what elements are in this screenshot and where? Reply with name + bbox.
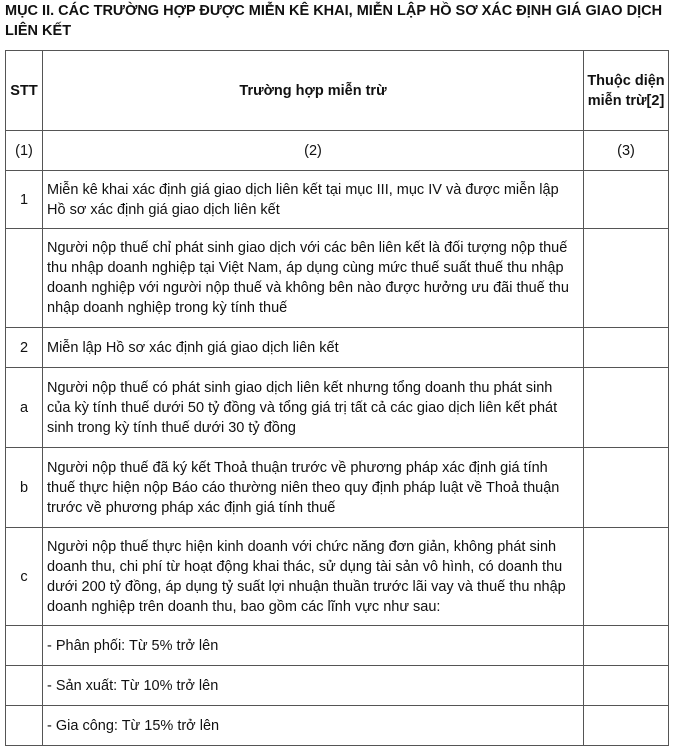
exempt-cell [584,706,669,746]
table-row [6,666,669,706]
case-cell: - Phân phối: Từ 5% trở lên [43,626,584,666]
header-exempt: Thuộc diện miễn trừ[2] [584,51,669,131]
stt-cell: 1 [6,171,43,229]
numbering-row [6,131,669,171]
table-header-row [6,51,669,131]
stt-cell [6,626,43,666]
header-stt: STT [6,51,43,131]
exempt-cell [584,171,669,229]
case-cell: Miễn kê khai xác định giá giao dịch liên kết tại mục III, mục IV và được miễn lập Hồ sơ xác định giá giao dịch liên kết [43,171,584,229]
section-heading: MỤC II. CÁC TRƯỜNG HỢP ĐƯỢC MIỄN KÊ KHAI, MIỄN LẬP HỒ SƠ XÁC ĐỊNH GIÁ GIAO DỊCH LIÊN KẾT [5,3,663,39]
exempt-cell [584,626,669,666]
stt-cell: 2 [6,328,43,368]
exemption-table [5,50,669,746]
stt-cell [6,229,43,328]
stt-cell: c [6,528,43,626]
case-cell: Miễn lập Hồ sơ xác định giá giao dịch liên kết [43,328,584,368]
exempt-cell [584,528,669,626]
case-cell: - Gia công: Từ 15% trở lên [43,706,584,746]
table-row [6,229,669,328]
stt-cell [6,706,43,746]
case-cell: Người nộp thuế thực hiện kinh doanh với chức năng đơn giản, không phát sinh doanh thu, chi phí từ hoạt động khai thác, sử dụng tài sản vô hình, có doanh thu dưới 200 tỷ đồng, áp dụng tỷ suất lợi nhuận thuần trước lãi vay và thuế thu nhập doanh nghiệp trên doanh thu, bao gồm các lĩnh vực như sau: [43,528,584,626]
exempt-cell [584,666,669,706]
exempt-cell [584,448,669,528]
case-cell: Người nộp thuế đã ký kết Thoả thuận trước về phương pháp xác định giá tính thuế thực hiện nộp Báo cáo thường niên theo quy định pháp luật về Thoả thuận trước về phương pháp xác định giá tính thuế [43,448,584,528]
table-row [6,171,669,229]
table-row [6,626,669,666]
exempt-cell [584,229,669,328]
header-case: Trường hợp miễn trừ [43,51,584,131]
case-cell: Người nộp thuế chỉ phát sinh giao dịch với các bên liên kết là đối tượng nộp thuế thu nhập doanh nghiệp tại Việt Nam, áp dụng cùng mức thuế suất thuế thu nhập doanh nghiệp với người nộp thuế và không bên nào được hưởng ưu đãi thuế thu nhập doanh nghiệp trong kỳ tính thuế [43,229,584,328]
stt-cell [6,666,43,706]
stt-cell: a [6,368,43,448]
exempt-cell [584,368,669,448]
case-cell: Người nộp thuế có phát sinh giao dịch liên kết nhưng tổng doanh thu phát sinh của kỳ tính thuế dưới 50 tỷ đồng và tổng giá trị tất cả các giao dịch liên kết phát sinh trong kỳ tính thuế dưới 30 tỷ đồng [43,368,584,448]
table-row [6,328,669,368]
exempt-cell [584,328,669,368]
table-row [6,448,669,528]
table-row [6,368,669,448]
numbering-cell-1: (1) [6,131,43,171]
numbering-cell-3: (3) [584,131,669,171]
case-cell: - Sản xuất: Từ 10% trở lên [43,666,584,706]
numbering-cell-2: (2) [43,131,584,171]
table-row [6,706,669,746]
table-row [6,528,669,626]
stt-cell: b [6,448,43,528]
